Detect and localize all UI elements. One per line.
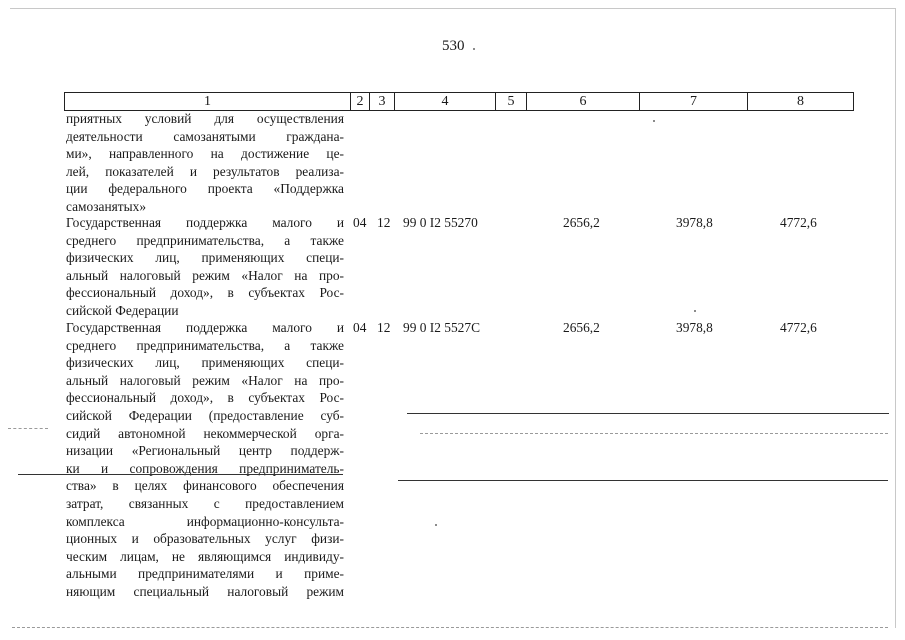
page-number: 530	[442, 38, 465, 54]
row-2-line: физических лиц, применяющих специ-	[66, 250, 344, 266]
row-3-line: затрат, связанных с предоставлением	[66, 495, 344, 511]
header-col-6: 6	[527, 93, 640, 110]
row-1-line: приятных условий для осуществления	[66, 111, 344, 126]
page-edge-top	[10, 8, 895, 9]
header-col-2: 2	[351, 93, 370, 110]
row-3-target-article: 99 0 I2 5527C	[403, 320, 480, 335]
row-1-line: ции федерального проекта «Поддержка	[66, 181, 344, 197]
row-3-line: альный налоговый режим «Налог на про-	[66, 372, 344, 388]
row-2-line: среднего предпринимательства, а также	[66, 232, 344, 248]
row-2-line: альный налоговый режим «Налог на про-	[66, 267, 344, 283]
row-3-line: фессиональный доход», в субъектах Рос-	[66, 390, 344, 406]
scan-artifact-dots	[12, 627, 888, 628]
row-2-line: фессиональный доход», в субъектах Рос-	[66, 285, 344, 301]
row-3-line: ционных и образовательных услуг физи-	[66, 531, 344, 547]
row-2-value-col6: 2656,2	[563, 215, 600, 230]
header-col-5: 5	[496, 93, 527, 110]
header-col-1: 1	[65, 93, 351, 110]
table-header-row	[64, 92, 854, 111]
header-col-3: 3	[370, 93, 395, 110]
row-2-line: Государственная поддержка малого и	[66, 215, 344, 230]
row-3-subsection: 12	[377, 320, 391, 335]
row-3-value-col6: 2656,2	[563, 320, 600, 335]
scan-speck	[653, 120, 655, 122]
row-1-line: самозанятых»	[66, 198, 147, 214]
row-3-value-col8: 4772,6	[780, 320, 817, 335]
scan-artifact-line	[398, 480, 888, 481]
scan-artifact-dots	[420, 433, 888, 434]
row-2-value-col8: 4772,6	[780, 215, 817, 230]
row-2-value-col7: 3978,8	[676, 215, 713, 230]
scan-speck	[473, 48, 475, 50]
page-edge-right	[895, 8, 896, 628]
row-3-line: ческим лицам, не являющимся индивиду-	[66, 548, 344, 564]
header-col-7: 7	[640, 93, 748, 110]
table-row-2-description	[66, 214, 344, 320]
row-3-line: альными предпринимателями и приме-	[66, 566, 344, 582]
row-2-subsection: 12	[377, 215, 391, 230]
row-3-line: няющим специальный налоговый режим	[66, 583, 344, 599]
scan-artifact-line	[18, 474, 343, 475]
table-row-3-description	[66, 319, 344, 601]
row-1-line: деятельности самозанятыми граждана-	[66, 128, 344, 144]
scan-speck	[435, 524, 437, 526]
header-col-8: 8	[797, 94, 804, 109]
row-2-line: сийской Федерации	[66, 302, 179, 318]
row-3-section: 04	[353, 320, 367, 335]
table-row-1-description	[66, 110, 344, 216]
row-3-line: комплекса информационно-консульта-	[66, 513, 344, 529]
row-3-line: среднего предпринимательства, а также	[66, 337, 344, 353]
scan-artifact-dots	[8, 428, 48, 429]
row-3-line: Государственная поддержка малого и	[66, 320, 344, 335]
row-3-line: ства» в целях финансового обеспечения	[66, 478, 344, 494]
row-1-line: лей, показателей и результатов реализа-	[66, 163, 344, 179]
scan-artifact-line	[407, 413, 889, 414]
row-2-section: 04	[353, 215, 367, 230]
row-3-line: сидий автономной некоммерческой орга-	[66, 425, 344, 441]
row-3-line: физических лиц, применяющих специ-	[66, 355, 344, 371]
scan-speck	[694, 310, 696, 312]
row-2-target-article: 99 0 I2 55270	[403, 215, 478, 230]
row-3-line: сийской Федерации (предоставление суб-	[66, 407, 344, 423]
header-col-4: 4	[395, 93, 496, 110]
row-3-value-col7: 3978,8	[676, 320, 713, 335]
row-1-line: ми», направленного на достижение це-	[66, 146, 344, 162]
row-3-line: низации «Региональный центр поддерж-	[66, 443, 344, 459]
row-3-line: ки и сопровождения предприниматель-	[66, 460, 344, 476]
